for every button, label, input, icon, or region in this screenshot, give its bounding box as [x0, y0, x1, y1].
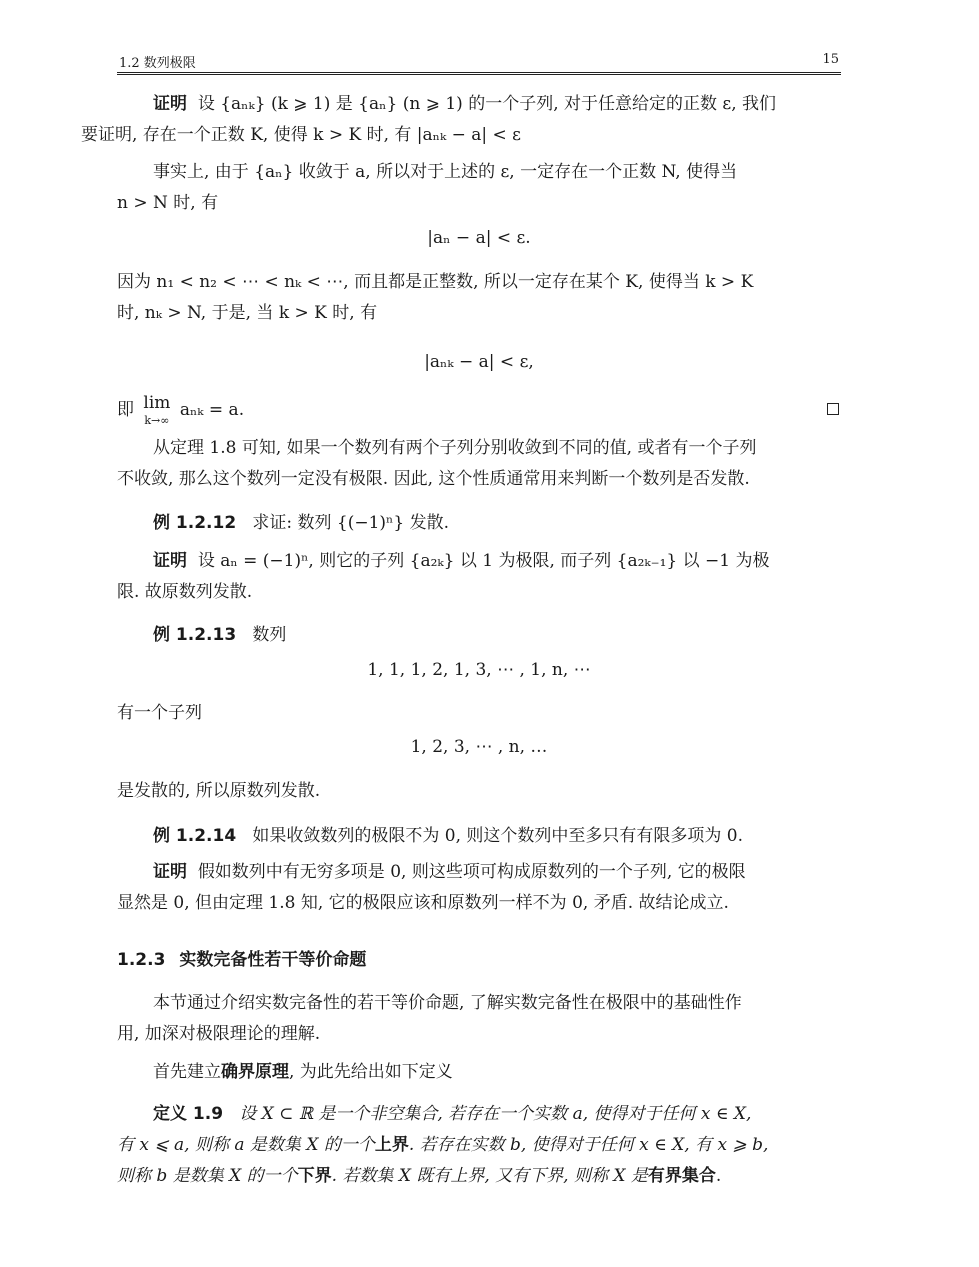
proof-line: 设 aₙ = (−1)ⁿ, 则它的子列 {a₂ₖ} 以 1 为极限, 而子列 {a₂ₖ₋₁} 以 −1 为极	[197, 551, 770, 571]
paragraph-fact	[117, 157, 841, 219]
section-header: 1.2 数列极限	[119, 56, 196, 71]
section-heading	[117, 945, 366, 970]
equation-2: |aₙₖ − a| < ε,	[424, 352, 534, 372]
proof-label: 证明	[153, 862, 187, 882]
example-1-2-13	[117, 620, 841, 651]
limit-expression: aₙₖ = a.	[179, 400, 245, 420]
sequence-display: 1, 1, 1, 2, 1, 3, ⋯ , 1, n, ⋯	[367, 660, 591, 680]
example-1-2-12	[117, 508, 841, 539]
definition-1-9	[117, 1099, 841, 1192]
paragraph-theorem-1-8	[117, 433, 841, 495]
paragraph-line: 因为 n₁ < n₂ < ⋯ < nₖ < ⋯, 而且都是正整数, 所以一定存在某个 K, 使得当 k > K	[117, 272, 754, 292]
proof-line: 显然是 0, 但由定理 1.8 知, 它的极限应该和原数列一样不为 0, 矛盾. 故结论成立.	[117, 893, 729, 913]
definition-text: . 若存在实数 b, 使得对于任何 x ∈ X, 有 x ⩾ b,	[408, 1135, 769, 1155]
definition-label: 定义 1.9	[153, 1104, 224, 1124]
section-number: 1.2.3	[117, 950, 166, 970]
conclusion-limit	[117, 395, 841, 429]
equation-1: |aₙ − a| < ε.	[427, 228, 531, 248]
text-post: , 为此先给出如下定义	[289, 1062, 453, 1082]
text-pre: 首先建立	[153, 1062, 221, 1082]
proof-line: 要证明, 存在一个正数 K, 使得 k > K 时, 有 |aₙₖ − a| < ε	[81, 125, 521, 145]
limit-operator	[143, 395, 170, 429]
proof-label: 证明	[153, 551, 187, 571]
example-text: 求证: 数列 {(−1)ⁿ} 发散.	[252, 513, 450, 533]
definition-line: 设 X ⊂ ℝ 是一个非空集合, 若存在一个实数 a, 使得对于任何 x ∈ X,	[239, 1104, 752, 1124]
term-supremum-principle: 确界原理	[221, 1062, 289, 1082]
subsequence-display: 1, 2, 3, ⋯ , n, …	[410, 737, 548, 757]
paragraph-line: 本节通过介绍实数完备性的若干等价命题, 了解实数完备性在极限中的基础性作	[153, 993, 742, 1013]
proof-example-1-2-14	[117, 857, 841, 919]
proof-line: 设 {aₙₖ} (k ⩾ 1) 是 {aₙ} (n ⩾ 1) 的一个子列, 对于任意给定的正数 ε, 我们	[197, 94, 777, 114]
section-title: 实数完备性若干等价命题	[179, 950, 367, 970]
example-text: 数列	[252, 625, 287, 645]
paragraph-line: 时, nₖ > N, 于是, 当 k > K 时, 有	[117, 303, 378, 323]
paragraph-line: n > N 时, 有	[117, 193, 219, 213]
subsequence-intro: 有一个子列	[117, 703, 202, 723]
definition-text: 则称 b 是数集 X 的一个	[117, 1166, 298, 1186]
term-bounded-set: 有界集合	[647, 1166, 716, 1186]
subsequence-conclusion: 是发散的, 所以原数列发散.	[117, 781, 321, 801]
proof-label: 证明	[153, 94, 187, 114]
proof-subsequence	[81, 89, 841, 151]
example-label: 例 1.2.12	[153, 513, 237, 533]
example-label: 例 1.2.13	[153, 625, 237, 645]
page-number: 15	[822, 52, 839, 67]
lim-subscript: k→∞	[144, 414, 170, 427]
paragraph-because	[117, 267, 841, 329]
conclusion-prefix: 即	[117, 400, 134, 420]
proof-line: 假如数列中有无穷多项是 0, 则这些项可构成原数列的一个子列, 它的极限	[197, 862, 746, 882]
section-intro	[117, 988, 841, 1050]
paragraph-line: 不收敛, 那么这个数列一定没有极限. 因此, 这个性质通常用来判断一个数列是否发散.	[117, 469, 750, 489]
example-1-2-14	[117, 821, 841, 852]
definition-line	[81, 1130, 768, 1161]
paragraph-line: 用, 加深对极限理论的理解.	[117, 1024, 321, 1044]
term-lower-bound: 下界	[297, 1166, 332, 1186]
definition-text: . 若数集 X 既有上界, 又有下界, 则称 X 是	[331, 1166, 648, 1186]
definition-line	[81, 1161, 721, 1192]
supremum-principle-intro	[117, 1057, 841, 1088]
paragraph-line: 从定理 1.8 可知, 如果一个数列有两个子列分别收敛到不同的值, 或者有一个子列	[153, 438, 757, 458]
definition-text: 有 x ⩽ a, 则称 a 是数集 X 的一个	[117, 1135, 375, 1155]
paragraph-line: 事实上, 由于 {aₙ} 收敛于 a, 所以对于上述的 ε, 一定存在一个正数 N, 使得当	[153, 162, 738, 182]
term-upper-bound: 上界	[374, 1135, 409, 1155]
proof-line: 限. 故原数列发散.	[117, 582, 253, 602]
running-header	[117, 52, 841, 75]
qed-square-icon	[827, 403, 839, 415]
example-text: 如果收敛数列的极限不为 0, 则这个数列中至多只有有限多项为 0.	[252, 826, 744, 846]
lim-text: lim	[143, 393, 171, 413]
proof-example-1-2-12	[117, 546, 841, 608]
definition-text: .	[715, 1166, 722, 1186]
example-label: 例 1.2.14	[153, 826, 237, 846]
